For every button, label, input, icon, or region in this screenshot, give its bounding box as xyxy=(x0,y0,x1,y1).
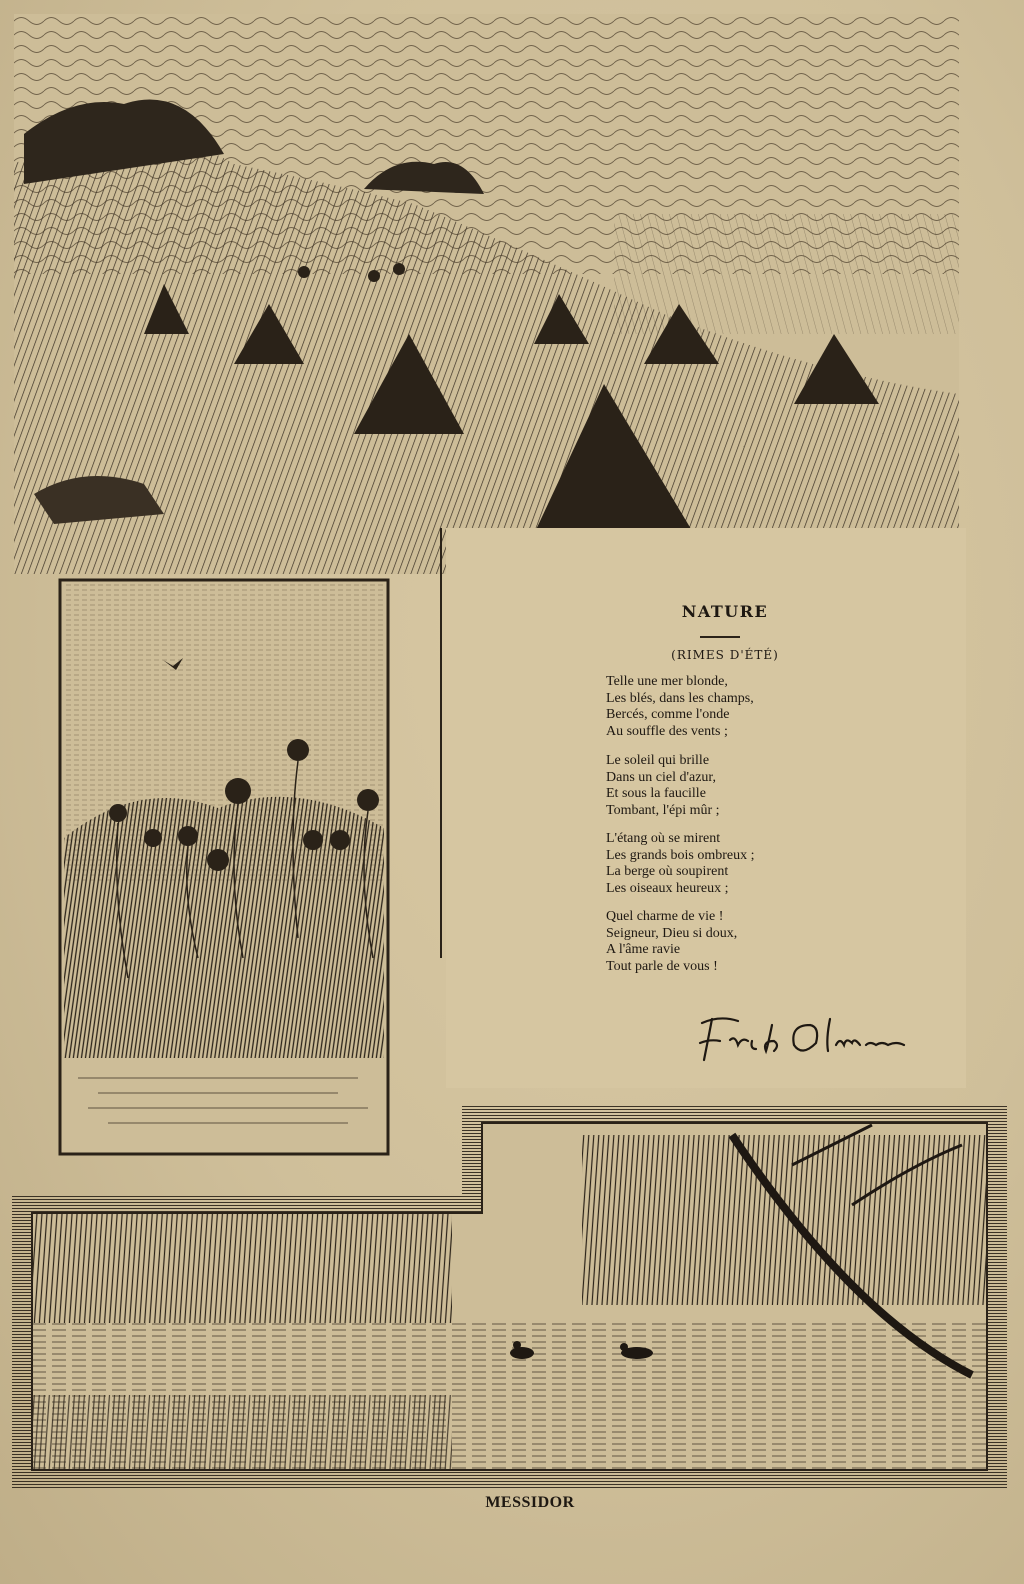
poem-line: Le soleil qui brille xyxy=(606,753,710,768)
poem-line: Les oiseaux heureux ; xyxy=(606,880,729,896)
poem-line: A l'âme ravie xyxy=(606,942,681,957)
poem-line: L'étang où se mirent xyxy=(606,831,721,846)
pond-engraving xyxy=(12,1105,1007,1490)
wheat-field-engraving xyxy=(14,14,959,574)
poem-line: Au souffle des vents ; xyxy=(606,723,728,739)
poem-subtitle: (RIMES D'ÉTÉ) xyxy=(671,648,779,662)
title-divider xyxy=(700,636,740,638)
poem-line: Les grands bois ombreux ; xyxy=(606,847,755,863)
poem-stanza xyxy=(606,674,866,740)
poem-title: NATURE xyxy=(681,602,769,621)
poem-line: Tout parle de vous ! xyxy=(606,958,718,974)
poem-line: Les blés, dans les champs, xyxy=(606,690,754,706)
poem-line: Tombant, l'épi mûr ; xyxy=(606,802,720,818)
poem-line: Et sous la faucille xyxy=(606,786,706,801)
page-caption: MESSIDOR xyxy=(485,1494,575,1511)
poppy-field-engraving xyxy=(58,578,390,1156)
poem-line: Dans un ciel d'azur, xyxy=(606,769,717,785)
author-signature xyxy=(690,1005,930,1075)
poem-line: Seigneur, Dieu si doux, xyxy=(606,925,738,941)
poem-stanza xyxy=(606,909,866,975)
poem-stanza xyxy=(606,831,866,897)
poem-line: Bercés, comme l'onde xyxy=(606,707,730,722)
poem-line: Telle une mer blonde, xyxy=(606,674,728,689)
panel-border xyxy=(440,528,442,958)
poem-line: Quel charme de vie ! xyxy=(606,909,724,924)
poem-stanza xyxy=(606,753,866,819)
poem-line: La berge où soupirent xyxy=(606,864,729,879)
